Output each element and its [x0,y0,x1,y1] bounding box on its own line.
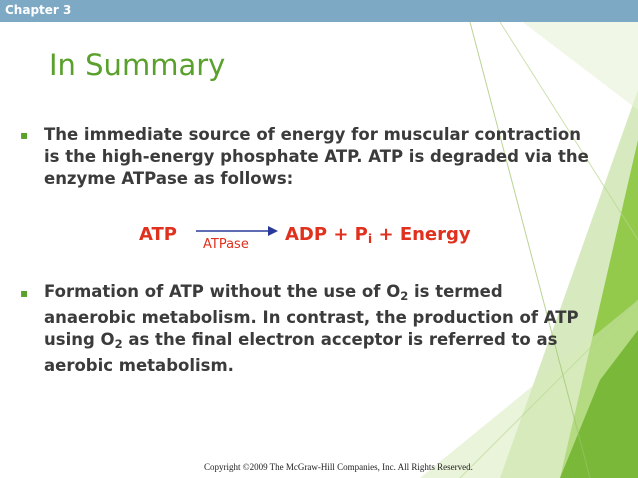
slide-title: In Summary [49,48,226,82]
equation-products-suffix: + Energy [372,224,471,245]
copyright-footer: Copyright ©2009 The McGraw-Hill Companies, Inc. All Rights Reserved. [204,462,473,472]
equation-products-prefix: ADP + P [285,224,368,245]
bullet-marker-2: ▪ [20,286,29,300]
chapter-header-bar [0,0,638,22]
bullet-text-2-part3: as the final electron acceptor is referred to as aerobic metabolism. [44,330,558,375]
equation-products-subscript: i [367,231,373,246]
o2-subscript-1: 2 [400,289,409,303]
chapter-label: Chapter 3 [5,3,72,17]
equation-reactant: ATP [139,224,178,245]
equation-enzyme: ATPase [203,237,249,252]
bullet-marker-1: ▪ [20,128,29,142]
bullet-text-2 [44,281,589,377]
bullet-text-2-part1: Formation of ATP without the use of O [44,282,401,301]
reaction-arrow-icon [196,224,278,238]
bullet-text-2-part2: is termed anaerobic metabolism. In contrast, the production of ATP using O [44,282,579,349]
o2-subscript-2: 2 [114,337,123,351]
bullet-text-1: The immediate source of energy for muscular contraction is the high-energy phosphate ATP. ATP is degraded via the enzyme ATPase as follows: [44,125,589,188]
equation-products [285,224,471,246]
